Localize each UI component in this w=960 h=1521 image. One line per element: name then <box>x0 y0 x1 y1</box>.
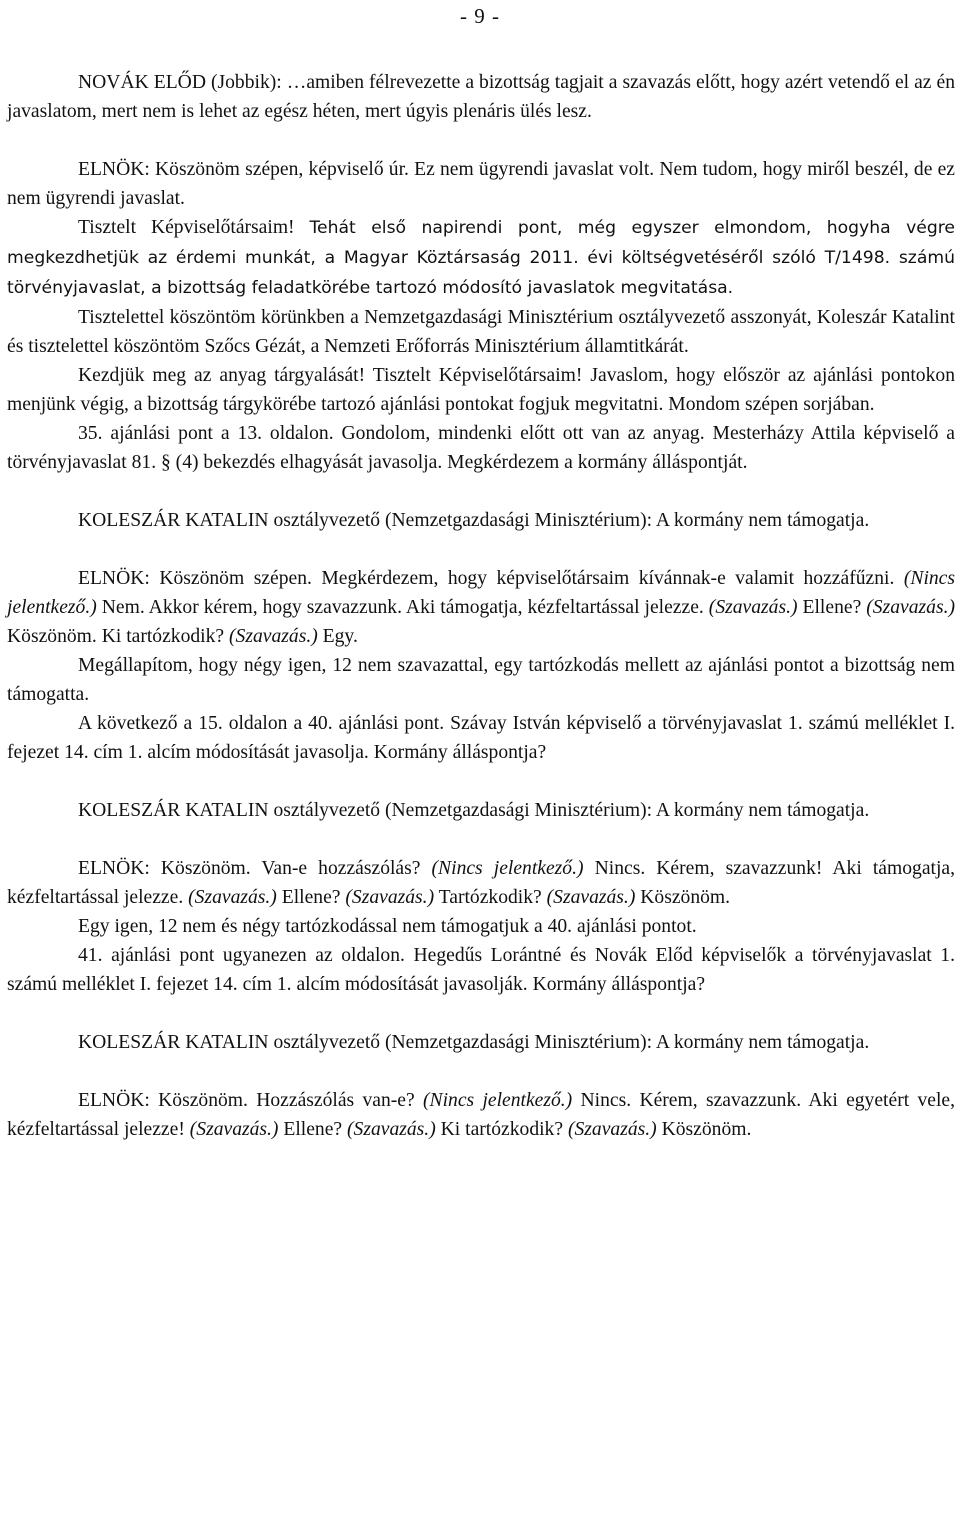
text-segment: ELNÖK: Köszönöm szépen. Megkérdezem, hogy képviselőtársaim kívánnak-e valamit hozzáfűzni. <box>78 568 904 589</box>
paragraph-welcome-guests: Tisztelettel köszöntöm körünkben a Nemzetgazdasági Minisztérium osztályvezető asszonyát, Koleszár Katalint és tisztelettel köszöntöm Szőcs Gézát, a Nemzeti Erőforrás Minisztérium államtitkárát. <box>7 307 955 357</box>
text-segment: Nincs. Kérem, szavazzunk! Aki támogatja, kézfeltartással jelezze. <box>7 858 955 908</box>
text-segment: Egy. <box>317 626 358 647</box>
text-segment: Nincs. Kérem, szavazzunk. Aki egyetért vele, kézfeltartással jelezze! <box>7 1090 955 1140</box>
paragraph-koleszar-response-2: KOLESZÁR KATALIN osztályvezető (Nemzetgazdasági Minisztérium): A kormány nem támogatja. <box>78 800 870 821</box>
stage-note: (Nincs jelentkező.) <box>7 568 955 618</box>
text-segment: Köszönöm. <box>656 1119 752 1140</box>
stage-note: (Szavazás.) <box>345 887 435 908</box>
paragraph-vote-item-40 <box>7 854 955 912</box>
paragraph-item-40: A következő a 15. oldalon a 40. ajánlási pont. Szávay István képviselő a törvényjavaslat 1. számú melléklet I. fejezet 14. cím 1. alcím módosítását javasolja. Kormány álláspontja? <box>7 713 955 763</box>
greeting-text: Tisztelt Képviselőtársaim! <box>78 217 295 238</box>
stage-note: (Nincs jelentkező.) <box>422 1090 573 1111</box>
document-body <box>7 68 955 1144</box>
text-segment: Nem. Akkor kérem, hogy szavazzunk. Aki támogatja, kézfeltartással jelezze. <box>96 597 709 618</box>
paragraph-koleszar-response-1: KOLESZÁR KATALIN osztályvezető (Nemzetgazdasági Minisztérium): A kormány nem támogatja. <box>78 510 870 531</box>
text-segment: ELNÖK: Köszönöm. Hozzászólás van-e? <box>78 1090 423 1111</box>
text-segment: Tartózkodik? <box>434 887 547 908</box>
paragraph-vote-item-41 <box>7 1086 955 1144</box>
text-segment: Köszönöm. <box>635 887 731 908</box>
agenda-text: Tehát első napirendi pont, még egyszer elmondom, hogyha végre megkezdhetjük az érdemi munkát, a Magyar Köztársaság 2011. évi költségvetéséről szóló T/1498. számú törvényjavaslat, a bizottság feladatkörébe tartozó módosító javaslatok megvitatása. <box>7 218 955 298</box>
stage-note: (Szavazás.) <box>866 597 955 618</box>
paragraph-start-discussion: Kezdjük meg az anyag tárgyalását! Tisztelt Képviselőtársaim! Javaslom, hogy először az ajánlási pontokon menjünk végig, a bizottság tárgykörébe tartozó ajánlási pontokat fogjuk megvitatni. Mondom szépen sorjában. <box>7 365 955 415</box>
paragraph-vote-item-35 <box>7 564 955 651</box>
stage-note: (Szavazás.) <box>229 626 318 647</box>
paragraph-koleszar-response-3: KOLESZÁR KATALIN osztályvezető (Nemzetgazdasági Minisztérium): A kormány nem támogatja. <box>78 1032 870 1053</box>
text-segment: ELNÖK: Köszönöm. Van-e hozzászólás? <box>78 858 432 879</box>
stage-note: (Szavazás.) <box>546 887 636 908</box>
text-segment: Ellene? <box>276 887 346 908</box>
page-number: - 9 - <box>460 4 500 28</box>
text-segment: Ellene? <box>797 597 867 618</box>
paragraph-elnok-response: ELNÖK: Köszönöm szépen, képviselő úr. Ez nem ügyrendi javaslat volt. Nem tudom, hogy miről beszél, de ez nem ügyrendi javaslat. <box>7 159 955 209</box>
stage-note: (Szavazás.) <box>347 1119 436 1140</box>
text-segment: Ki tartózkodik? <box>435 1119 568 1140</box>
stage-note: (Szavazás.) <box>189 1119 279 1140</box>
text-segment: Köszönöm. Ki tartózkodik? <box>7 626 230 647</box>
paragraph-agenda-item <box>7 213 955 303</box>
stage-note: (Szavazás.) <box>188 887 277 908</box>
stage-note: (Szavazás.) <box>708 597 798 618</box>
stage-note: (Nincs jelentkező.) <box>431 858 584 879</box>
text-segment: Ellene? <box>278 1119 348 1140</box>
paragraph-novak-elod: NOVÁK ELŐD (Jobbik): …amiben félrevezette a bizottság tagjait a szavazás előtt, hogy azért vetendő el az én javaslatom, mert nem is lehet az egész héten, mert úgyis plenáris ülés lesz. <box>7 72 955 122</box>
paragraph-item-35: 35. ajánlási pont a 13. oldalon. Gondolom, mindenki előtt ott van az anyag. Mesterházy Attila képviselő a törvényjavaslat 81. § (4) bekezdés elhagyását javasolja. Megkérdezem a kormány álláspontját. <box>7 423 955 473</box>
paragraph-vote-result-40: Egy igen, 12 nem és négy tartózkodással nem támogatjuk a 40. ajánlási pontot. <box>78 916 697 937</box>
paragraph-vote-result-35: Megállapítom, hogy négy igen, 12 nem szavazattal, egy tartózkodás mellett az ajánlási pontot a bizottság nem támogatta. <box>7 655 955 705</box>
stage-note: (Szavazás.) <box>567 1119 657 1140</box>
paragraph-item-41: 41. ajánlási pont ugyanezen az oldalon. Hegedűs Lorántné és Novák Előd képviselők a törvényjavaslat 1. számú melléklet I. fejezet 14. cím 1. alcím módosítását javasolják. Kormány álláspontja? <box>7 945 955 995</box>
